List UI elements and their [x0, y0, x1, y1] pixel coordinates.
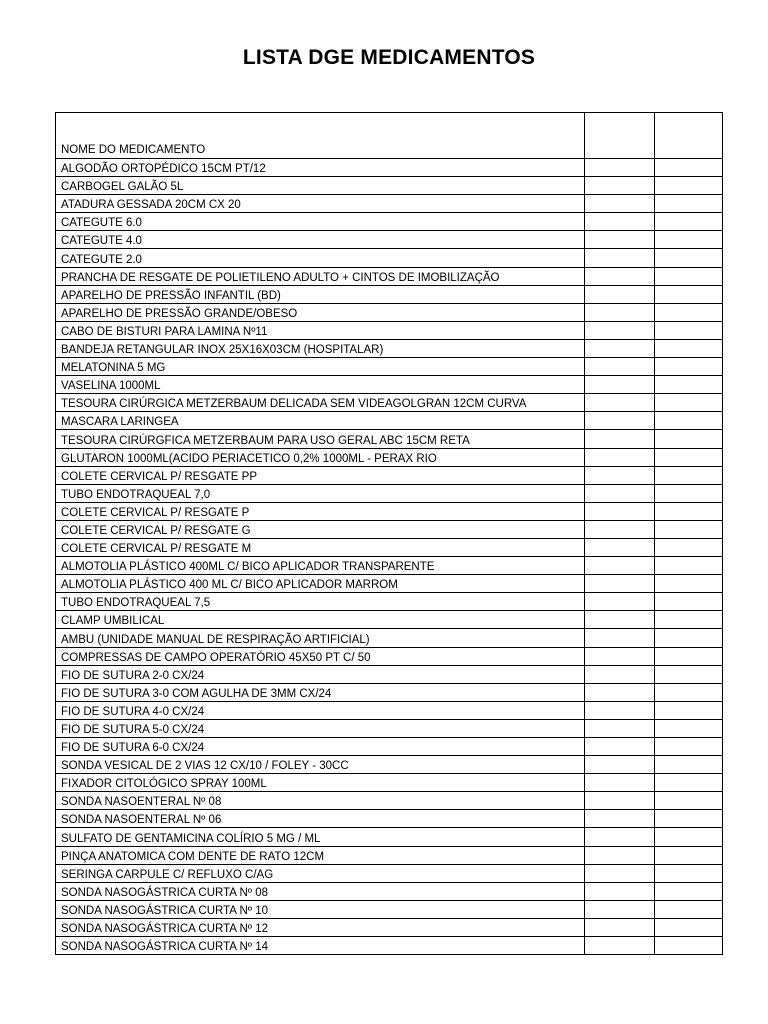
table-row — [56, 231, 723, 249]
empty-cell — [585, 900, 655, 918]
empty-cell — [585, 484, 655, 502]
medication-name-cell: FIO DE SUTURA 3-0 COM AGULHA DE 3MM CX/24 — [56, 683, 585, 701]
empty-cell — [655, 629, 723, 647]
medication-name-cell: TESOURA CIRÚRGFICA METZERBAUM PARA USO GERAL ABC 15CM RETA — [56, 430, 585, 448]
medication-name-cell: CARBOGEL GALÃO 5L — [56, 177, 585, 195]
medication-name-cell: MELATONINA 5 MG — [56, 358, 585, 376]
table-row — [56, 466, 723, 484]
medication-name-cell: ALMOTOLIA PLÁSTICO 400ML C/ BICO APLICADOR TRANSPARENTE — [56, 557, 585, 575]
table-row — [56, 267, 723, 285]
empty-cell — [655, 466, 723, 484]
table-row — [56, 557, 723, 575]
table-row — [56, 394, 723, 412]
empty-cell — [585, 520, 655, 538]
empty-cell — [585, 683, 655, 701]
table-row — [56, 828, 723, 846]
medication-name-cell: ALMOTOLIA PLÁSTICO 400 ML C/ BICO APLICADOR MARROM — [56, 575, 585, 593]
table-row — [56, 882, 723, 900]
empty-cell — [655, 520, 723, 538]
table-row — [56, 321, 723, 339]
medication-name-cell: SONDA VESICAL DE 2 VIAS 12 CX/10 / FOLEY - 30CC — [56, 756, 585, 774]
table-header-row — [56, 113, 723, 159]
table-row — [56, 629, 723, 647]
empty-cell — [655, 358, 723, 376]
table-row — [56, 177, 723, 195]
empty-cell — [655, 159, 723, 177]
medication-name-cell: COLETE CERVICAL P/ RESGATE PP — [56, 466, 585, 484]
table-row — [56, 575, 723, 593]
empty-cell — [655, 918, 723, 936]
empty-cell — [585, 303, 655, 321]
empty-cell — [655, 557, 723, 575]
empty-cell — [655, 828, 723, 846]
empty-cell — [585, 647, 655, 665]
medication-name-cell: FIO DE SUTURA 4-0 CX/24 — [56, 701, 585, 719]
empty-cell — [585, 864, 655, 882]
empty-cell — [655, 484, 723, 502]
empty-cell — [655, 882, 723, 900]
empty-cell — [655, 611, 723, 629]
empty-cell — [655, 756, 723, 774]
medication-name-cell: FIO DE SUTURA 6-0 CX/24 — [56, 738, 585, 756]
empty-cell — [585, 846, 655, 864]
empty-cell — [655, 792, 723, 810]
medication-table — [55, 112, 723, 955]
empty-cell — [655, 267, 723, 285]
medication-name-cell: CATEGUTE 2.0 — [56, 249, 585, 267]
medication-name-cell: SONDA NASOGÁSTRICA CURTA Nº 10 — [56, 900, 585, 918]
medication-name-cell: VASELINA 1000ML — [56, 376, 585, 394]
medication-name-cell: CATEGUTE 4.0 — [56, 231, 585, 249]
table-row — [56, 339, 723, 357]
empty-cell — [655, 249, 723, 267]
header-empty-cell — [585, 113, 655, 159]
empty-cell — [585, 828, 655, 846]
table-row — [56, 792, 723, 810]
table-row — [56, 213, 723, 231]
empty-cell — [585, 738, 655, 756]
empty-cell — [655, 701, 723, 719]
medication-name-cell: FIXADOR CITOLÓGICO SPRAY 100ML — [56, 774, 585, 792]
medication-name-cell: COMPRESSAS DE CAMPO OPERATÓRIO 45X50 PT C/ 50 — [56, 647, 585, 665]
medication-name-cell: ATADURA GESSADA 20CM CX 20 — [56, 195, 585, 213]
table-row — [56, 538, 723, 556]
medication-name-cell: APARELHO DE PRESSÃO INFANTIL (BD) — [56, 285, 585, 303]
empty-cell — [655, 665, 723, 683]
empty-cell — [655, 719, 723, 737]
medication-name-cell: TUBO ENDOTRAQUEAL 7,0 — [56, 484, 585, 502]
table-row — [56, 285, 723, 303]
empty-cell — [585, 213, 655, 231]
table-row — [56, 593, 723, 611]
empty-cell — [655, 177, 723, 195]
table-row — [56, 484, 723, 502]
empty-cell — [655, 846, 723, 864]
table-row — [56, 738, 723, 756]
table-row — [56, 918, 723, 936]
medication-name-cell: COLETE CERVICAL P/ RESGATE P — [56, 502, 585, 520]
medication-name-cell: SONDA NASOGÁSTRICA CURTA Nº 12 — [56, 918, 585, 936]
empty-cell — [585, 792, 655, 810]
medication-name-cell: SONDA NASOGÁSTRICA CURTA Nº 14 — [56, 937, 585, 955]
empty-cell — [585, 810, 655, 828]
table-row — [56, 412, 723, 430]
empty-cell — [585, 159, 655, 177]
empty-cell — [655, 448, 723, 466]
empty-cell — [655, 647, 723, 665]
empty-cell — [585, 249, 655, 267]
empty-cell — [585, 502, 655, 520]
table-row — [56, 937, 723, 955]
empty-cell — [585, 665, 655, 683]
table-row — [56, 430, 723, 448]
table-row — [56, 701, 723, 719]
empty-cell — [655, 303, 723, 321]
empty-cell — [585, 918, 655, 936]
table-row — [56, 520, 723, 538]
table-row — [56, 159, 723, 177]
medication-name-cell: SERINGA CARPULE C/ REFLUXO C/AG — [56, 864, 585, 882]
empty-cell — [585, 756, 655, 774]
empty-cell — [585, 611, 655, 629]
empty-cell — [585, 466, 655, 484]
empty-cell — [585, 882, 655, 900]
empty-cell — [655, 900, 723, 918]
empty-cell — [585, 177, 655, 195]
empty-cell — [655, 376, 723, 394]
empty-cell — [655, 321, 723, 339]
medication-name-cell: ALGODÃO ORTOPÉDICO 15CM PT/12 — [56, 159, 585, 177]
header-name-cell: NOME DO MEDICAMENTO — [56, 113, 585, 159]
empty-cell — [585, 339, 655, 357]
empty-cell — [585, 719, 655, 737]
medication-name-cell: SONDA NASOENTERAL Nº 08 — [56, 792, 585, 810]
empty-cell — [585, 538, 655, 556]
medication-name-cell: SONDA NASOENTERAL Nº 06 — [56, 810, 585, 828]
empty-cell — [585, 231, 655, 249]
medication-name-cell: MASCARA LARINGEA — [56, 412, 585, 430]
table-row — [56, 611, 723, 629]
empty-cell — [655, 864, 723, 882]
medication-table-body — [56, 113, 723, 955]
table-row — [56, 647, 723, 665]
header-empty-cell — [655, 113, 723, 159]
empty-cell — [655, 502, 723, 520]
empty-cell — [655, 683, 723, 701]
medication-name-cell: FIO DE SUTURA 2-0 CX/24 — [56, 665, 585, 683]
medication-name-cell: GLUTARON 1000ML(ACIDO PERIACETICO 0,2% 1000ML - PERAX RIO — [56, 448, 585, 466]
table-row — [56, 756, 723, 774]
table-row — [56, 665, 723, 683]
empty-cell — [655, 738, 723, 756]
medication-name-cell: SULFATO DE GENTAMICINA COLÍRIO 5 MG / ML — [56, 828, 585, 846]
empty-cell — [585, 937, 655, 955]
empty-cell — [585, 774, 655, 792]
empty-cell — [585, 358, 655, 376]
table-row — [56, 448, 723, 466]
empty-cell — [655, 810, 723, 828]
table-row — [56, 864, 723, 882]
medication-name-cell: CABO DE BISTURI PARA LAMINA Nº11 — [56, 321, 585, 339]
empty-cell — [655, 231, 723, 249]
medication-name-cell: APARELHO DE PRESSÃO GRANDE/OBESO — [56, 303, 585, 321]
medication-name-cell: CLAMP UMBILICAL — [56, 611, 585, 629]
empty-cell — [585, 412, 655, 430]
empty-cell — [585, 575, 655, 593]
empty-cell — [585, 394, 655, 412]
empty-cell — [585, 285, 655, 303]
medication-name-cell: FIO DE SUTURA 5-0 CX/24 — [56, 719, 585, 737]
empty-cell — [655, 195, 723, 213]
empty-cell — [655, 538, 723, 556]
table-row — [56, 810, 723, 828]
table-row — [56, 249, 723, 267]
empty-cell — [585, 593, 655, 611]
table-row — [56, 502, 723, 520]
medication-name-cell: CATEGUTE 6.0 — [56, 213, 585, 231]
empty-cell — [585, 376, 655, 394]
table-row — [56, 683, 723, 701]
medication-name-cell: COLETE CERVICAL P/ RESGATE M — [56, 538, 585, 556]
medication-name-cell: PRANCHA DE RESGATE DE POLIETILENO ADULTO + CINTOS DE IMOBILIZAÇÃO — [56, 267, 585, 285]
empty-cell — [585, 629, 655, 647]
empty-cell — [655, 394, 723, 412]
table-row — [56, 900, 723, 918]
medication-name-cell: BANDEJA RETANGULAR INOX 25X16X03CM (HOSPITALAR) — [56, 339, 585, 357]
empty-cell — [655, 430, 723, 448]
empty-cell — [585, 195, 655, 213]
empty-cell — [585, 267, 655, 285]
empty-cell — [655, 213, 723, 231]
empty-cell — [655, 412, 723, 430]
medication-name-cell: AMBU (UNIDADE MANUAL DE RESPIRAÇÃO ARTIFICIAL) — [56, 629, 585, 647]
table-row — [56, 195, 723, 213]
empty-cell — [655, 593, 723, 611]
table-row — [56, 774, 723, 792]
page-title: LISTA DGE MEDICAMENTOS — [242, 46, 536, 69]
empty-cell — [585, 557, 655, 575]
table-row — [56, 846, 723, 864]
empty-cell — [655, 285, 723, 303]
medication-name-cell: TUBO ENDOTRAQUEAL 7,5 — [56, 593, 585, 611]
medication-name-cell: COLETE CERVICAL P/ RESGATE G — [56, 520, 585, 538]
empty-cell — [655, 575, 723, 593]
medication-name-cell: SONDA NASOGÁSTRICA CURTA Nº 08 — [56, 882, 585, 900]
empty-cell — [655, 937, 723, 955]
table-row — [56, 376, 723, 394]
empty-cell — [585, 701, 655, 719]
medication-name-cell: TESOURA CIRÚRGICA METZERBAUM DELICADA SEM VIDEAGOLGRAN 12CM CURVA — [56, 394, 585, 412]
table-row — [56, 719, 723, 737]
empty-cell — [585, 430, 655, 448]
empty-cell — [655, 774, 723, 792]
medication-name-cell: PINÇA ANATOMICA COM DENTE DE RATO 12CM — [56, 846, 585, 864]
empty-cell — [585, 448, 655, 466]
table-row — [56, 303, 723, 321]
empty-cell — [585, 321, 655, 339]
empty-cell — [655, 339, 723, 357]
table-row — [56, 358, 723, 376]
